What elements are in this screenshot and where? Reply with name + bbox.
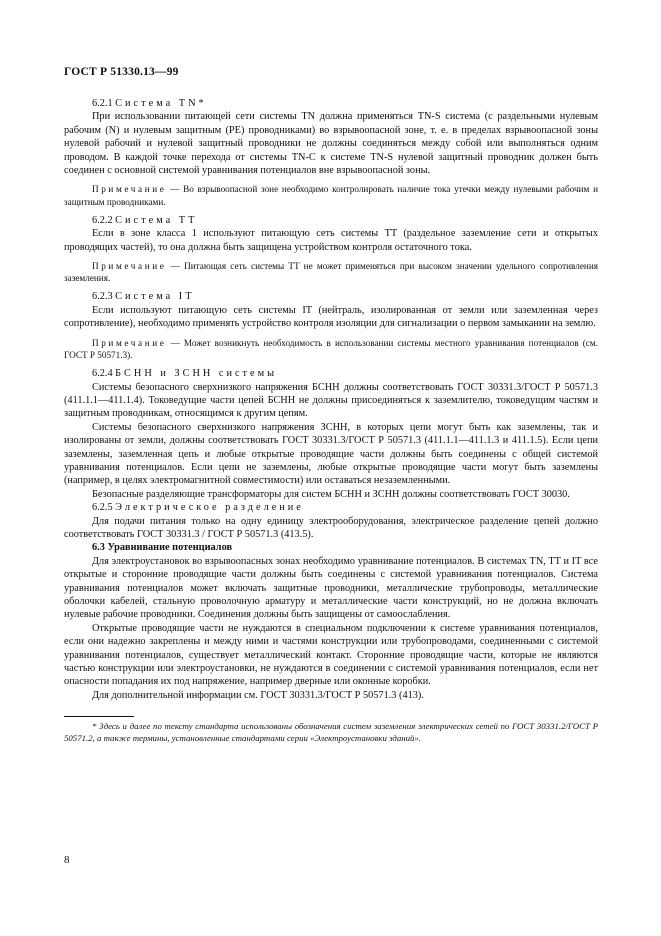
paragraph: При использовании питающей сети системы TN должна применяться TN-S система (с раздельными нулевым рабочим (N) и нулевым защитным (PE) проводниками) во взрывоопасной зоне, т. е. в пределах взрывоопасной зоны нулевой рабочий и нулевой защитный проводники не должны соединяться между собой или выполняться одним проводом. В каждой точке перехода от системы TN-C к системе TN-S нулевой защитный проводник должен быть соединен с основной системой уравнивания потенциалов вне взрывоопасной зоны. bbox=[64, 111, 598, 177]
section-heading-6-2-1: 6.2.1 Система TN* bbox=[92, 98, 207, 109]
paragraph: Для электроустановок во взрывоопасных зонах необходимо уравнивание потенциалов. В системах TN, TT и IT все открытые и сторонние проводящие части должны быть соединены с системой уравнивания потенциалов. Система уравнивания потенциалов может включать защитные проводники, металлические трубопроводы, металлические оболочки кабелей, стальную проволочную арматуру и металлические части конструкций, но не должна включать нулевые рабочие проводники. Соединения должны быть защищены от самоослабления. bbox=[64, 555, 598, 621]
note: Примечание — Может возникнуть необходимость в использовании системы местного уравнивания потенциалов (см. ГОСТ Р 50571.3). bbox=[64, 337, 598, 360]
footnote: * Здесь и далее по тексту стандарта использованы обозначения систем заземления электрических сетей по ГОСТ 30331.2/ГОСТ Р 50571.2, а также термины, установленные стандартами серии «Электроустановки зданий». bbox=[64, 721, 598, 744]
footnote-divider bbox=[64, 716, 134, 717]
page-number: 8 bbox=[64, 854, 70, 866]
paragraph: Открытые проводящие части не нуждаются в специальном подключении к системе уравнивания потенциалов, если они надежно закреплены и между ними и частями конструкции или трубопроводами, соединенными с системой уравнивания потенциалов, существует металлический контакт. Сторонние проводящие части, которые не являются частью конструкции или электроустановки, не нуждаются в соединении с системой уравнивания потенциалов, если нет опасности попадания их под напряжение, например дверные или оконные коробки. bbox=[64, 622, 598, 688]
section-heading-6-2-2: 6.2.2 Система TT bbox=[92, 214, 198, 226]
note: Примечание — Питающая сеть системы TT не может применяться при высоком значении удельного сопротивления заземления. bbox=[64, 261, 598, 284]
section-title: Система IT bbox=[115, 291, 195, 303]
paragraph: Если используют питающую сеть системы IT (нейтраль, изолированная от земли или заземленная через сопротивление), необходимо применять устройство контроля изоляции для сигнализации о первом замыкании на землю. bbox=[64, 304, 598, 330]
section-heading-6-2-3: 6.2.3 Система IT bbox=[92, 291, 195, 303]
paragraph: Если в зоне класса 1 используют питающую сеть системы TT (раздельное заземление сети и открытых проводящих частей), то она должна быть защищена устройством контроля остаточного тока. bbox=[64, 228, 598, 253]
section-title: Система TT bbox=[115, 214, 198, 226]
paragraph: Системы безопасного сверхнизкого напряжения ЗСНН, в которых цепи могут быть как заземлены, так и изолированы от земли, должны соответствовать ГОСТ 30331.3/ГОСТ Р 50571.3 (411.1.1—411.1.3 и 411.1.5). Если цепи заземлены, заземленная цепь и любые открытые проводящие части должны быть соединены с общей системой уравнивания потенциалов. Если цепи не заземлены, любые открытые проводящие части могут быть заземлены (например, в целях электромагнитной совместимости) или оставаться незаземленными. bbox=[64, 421, 598, 487]
paragraph: Безопасные разделяющие трансформаторы для систем БСНН и ЗСНН должны соответствовать ГОСТ 30030. bbox=[92, 488, 570, 500]
section-title: Электрическое разделение bbox=[115, 502, 304, 514]
note: Примечание — Во взрывоопасной зоне необходимо контролировать наличие тока утечки между нулевыми рабочим и защитным проводниками. bbox=[64, 184, 598, 207]
paragraph: Для дополнительной информации см. ГОСТ 30331.3/ГОСТ Р 50571.3 (413). bbox=[92, 689, 424, 701]
section-title: БСНН и ЗСНН системы bbox=[115, 368, 278, 380]
section-heading-6-2-4: 6.2.4 БСНН и ЗСНН системы bbox=[92, 368, 278, 380]
section-heading-6-3: 6.3 Уравнивание потенциалов bbox=[92, 542, 233, 554]
paragraph: Для подачи питания только на одну единицу электрооборудования, электрическое разделение цепей должно соответствовать ГОСТ 30331.3 / ГОСТ Р 50571.3 (413.5). bbox=[64, 515, 598, 540]
section-heading-6-2-5: 6.2.5 Электрическое разделение bbox=[92, 502, 304, 514]
standard-header: ГОСТ Р 51330.13—99 bbox=[64, 66, 179, 78]
document-body bbox=[64, 96, 598, 744]
paragraph: Системы безопасного сверхнизкого напряжения БСНН должны соответствовать ГОСТ 30331.3/ГОСТ Р 50571.3 (411.1.1—411.1.4). Токоведущие части цепей БСНН не должны присоединяться к заземлителю, токоведущим частям и защитным проводникам, относящимся к другим цепям. bbox=[64, 381, 598, 420]
section-title: Система TN* bbox=[115, 98, 207, 109]
